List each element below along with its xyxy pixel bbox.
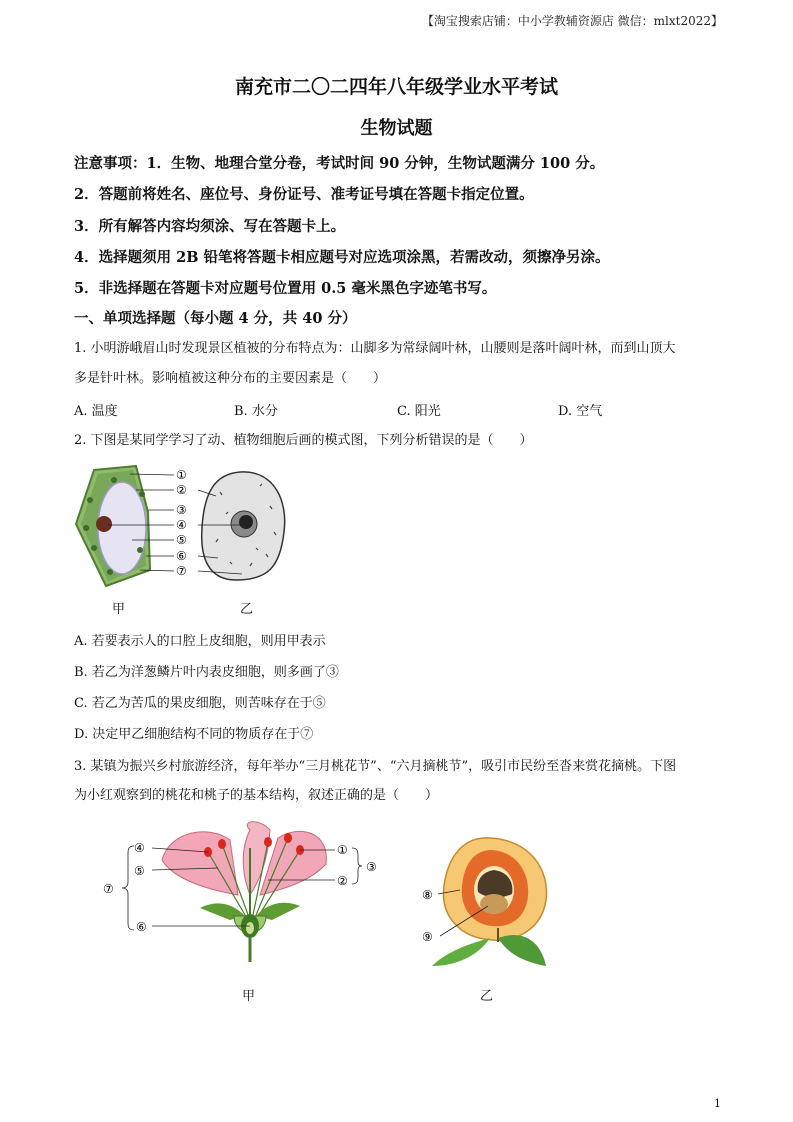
q2-marker-2: ② [176, 483, 187, 497]
q2-fig-label-yi: 乙 [240, 602, 254, 617]
shop-note: 【淘宝搜索店铺：中小学教辅资源店 微信：mlxt2022】 [421, 14, 723, 28]
q2-option-b: B. 若乙为洋葱鳞片叶内表皮细胞，则多画了③ [74, 665, 339, 680]
note-4: 4．选择题须用 2B 铅笔将答题卡相应题号对应选项涂黑，若需改动，须擦净另涂。 [74, 249, 610, 266]
q1-option-d: D. 空气 [558, 404, 603, 419]
q1-option-c: C. 阳光 [397, 404, 441, 419]
q3-marker-6: ⑥ [136, 920, 147, 934]
q1-option-b: B. 水分 [234, 404, 278, 419]
q3-marker-1: ① [337, 843, 348, 857]
q2-stem: 2. 下图是某同学学习了动、植物细胞后画的模式图，下列分析错误的是（ ） [74, 433, 533, 448]
q3-marker-3: ③ [366, 860, 377, 874]
exam-subtitle: 生物试题 [360, 118, 433, 139]
peach-leaf-left [432, 938, 490, 966]
peach-seed [480, 894, 508, 914]
q3-stem-line1: 3. 某镇为振兴乡村旅游经济，每年举办“三月桃花节”、“六月摘桃节”，吸引市民纷至沓来赏花摘桃。下图 [74, 759, 677, 774]
note-1: 注意事项：1．生物、地理合堂分卷，考试时间 90 分钟，生物试题满分 100 分。 [74, 155, 605, 172]
q2-option-a: A. 若要表示人的口腔上皮细胞，则用甲表示 [74, 634, 326, 649]
q3-marker-4: ④ [134, 841, 145, 855]
q3-marker-7: ⑦ [103, 882, 114, 896]
petal-left [162, 832, 238, 895]
q1-option-a: A. 温度 [74, 404, 118, 419]
q2-marker-1: ① [176, 468, 187, 482]
q2-option-d: D. 决定甲乙细胞结构不同的物质存在于⑦ [74, 727, 314, 742]
flower-fruit-diagram [100, 820, 560, 980]
q1-stem-line1: 1. 小明游峨眉山时发现景区植被的分布特点为：山脚多为常绿阔叶林，山腰则是落叶阔叶林，而到山顶大 [74, 341, 676, 356]
q2-marker-3: ③ [176, 503, 187, 517]
q3-marker-8: ⑧ [422, 888, 433, 902]
note-3: 3．所有解答内容均须涂、写在答题卡上。 [74, 218, 346, 235]
q2-marker-4: ④ [176, 518, 187, 532]
q3-fig-label-yi: 乙 [480, 989, 494, 1004]
section-heading: 一、单项选择题（每小题 4 分，共 40 分） [74, 310, 357, 327]
q2-marker-6: ⑥ [176, 549, 187, 563]
q2-fig-label-jia: 甲 [112, 602, 126, 617]
peach-leaf-right [498, 935, 546, 966]
q2-option-c: C. 若乙为苦瓜的果皮细胞，则苦味存在于⑤ [74, 696, 326, 711]
plant-nucleus [96, 516, 112, 532]
q3-marker-5: ⑤ [134, 864, 145, 878]
q2-marker-5: ⑤ [176, 533, 187, 547]
exam-title: 南充市二〇二四年八年级学业水平考试 [234, 76, 558, 98]
page-number: 1 [714, 1097, 721, 1110]
note-5: 5．非选择题在答题卡对应题号位置用 0.5 毫米黑色字迹笔书写。 [74, 280, 497, 297]
cell-diagram [70, 462, 300, 597]
q3-stem-line2: 为小红观察到的桃花和桃子的基本结构，叙述正确的是（ ） [74, 788, 439, 803]
note-2: 2．答题前将姓名、座位号、身份证号、准考证号填在答题卡指定位置。 [74, 186, 534, 203]
q3-marker-9: ⑨ [422, 930, 433, 944]
q3-fig-label-jia: 甲 [242, 989, 256, 1004]
q1-stem-line2: 多是针叶林。影响植被这种分布的主要因素是（ ） [74, 371, 387, 386]
q3-marker-2: ② [337, 874, 348, 888]
q2-marker-7: ⑦ [176, 564, 187, 578]
